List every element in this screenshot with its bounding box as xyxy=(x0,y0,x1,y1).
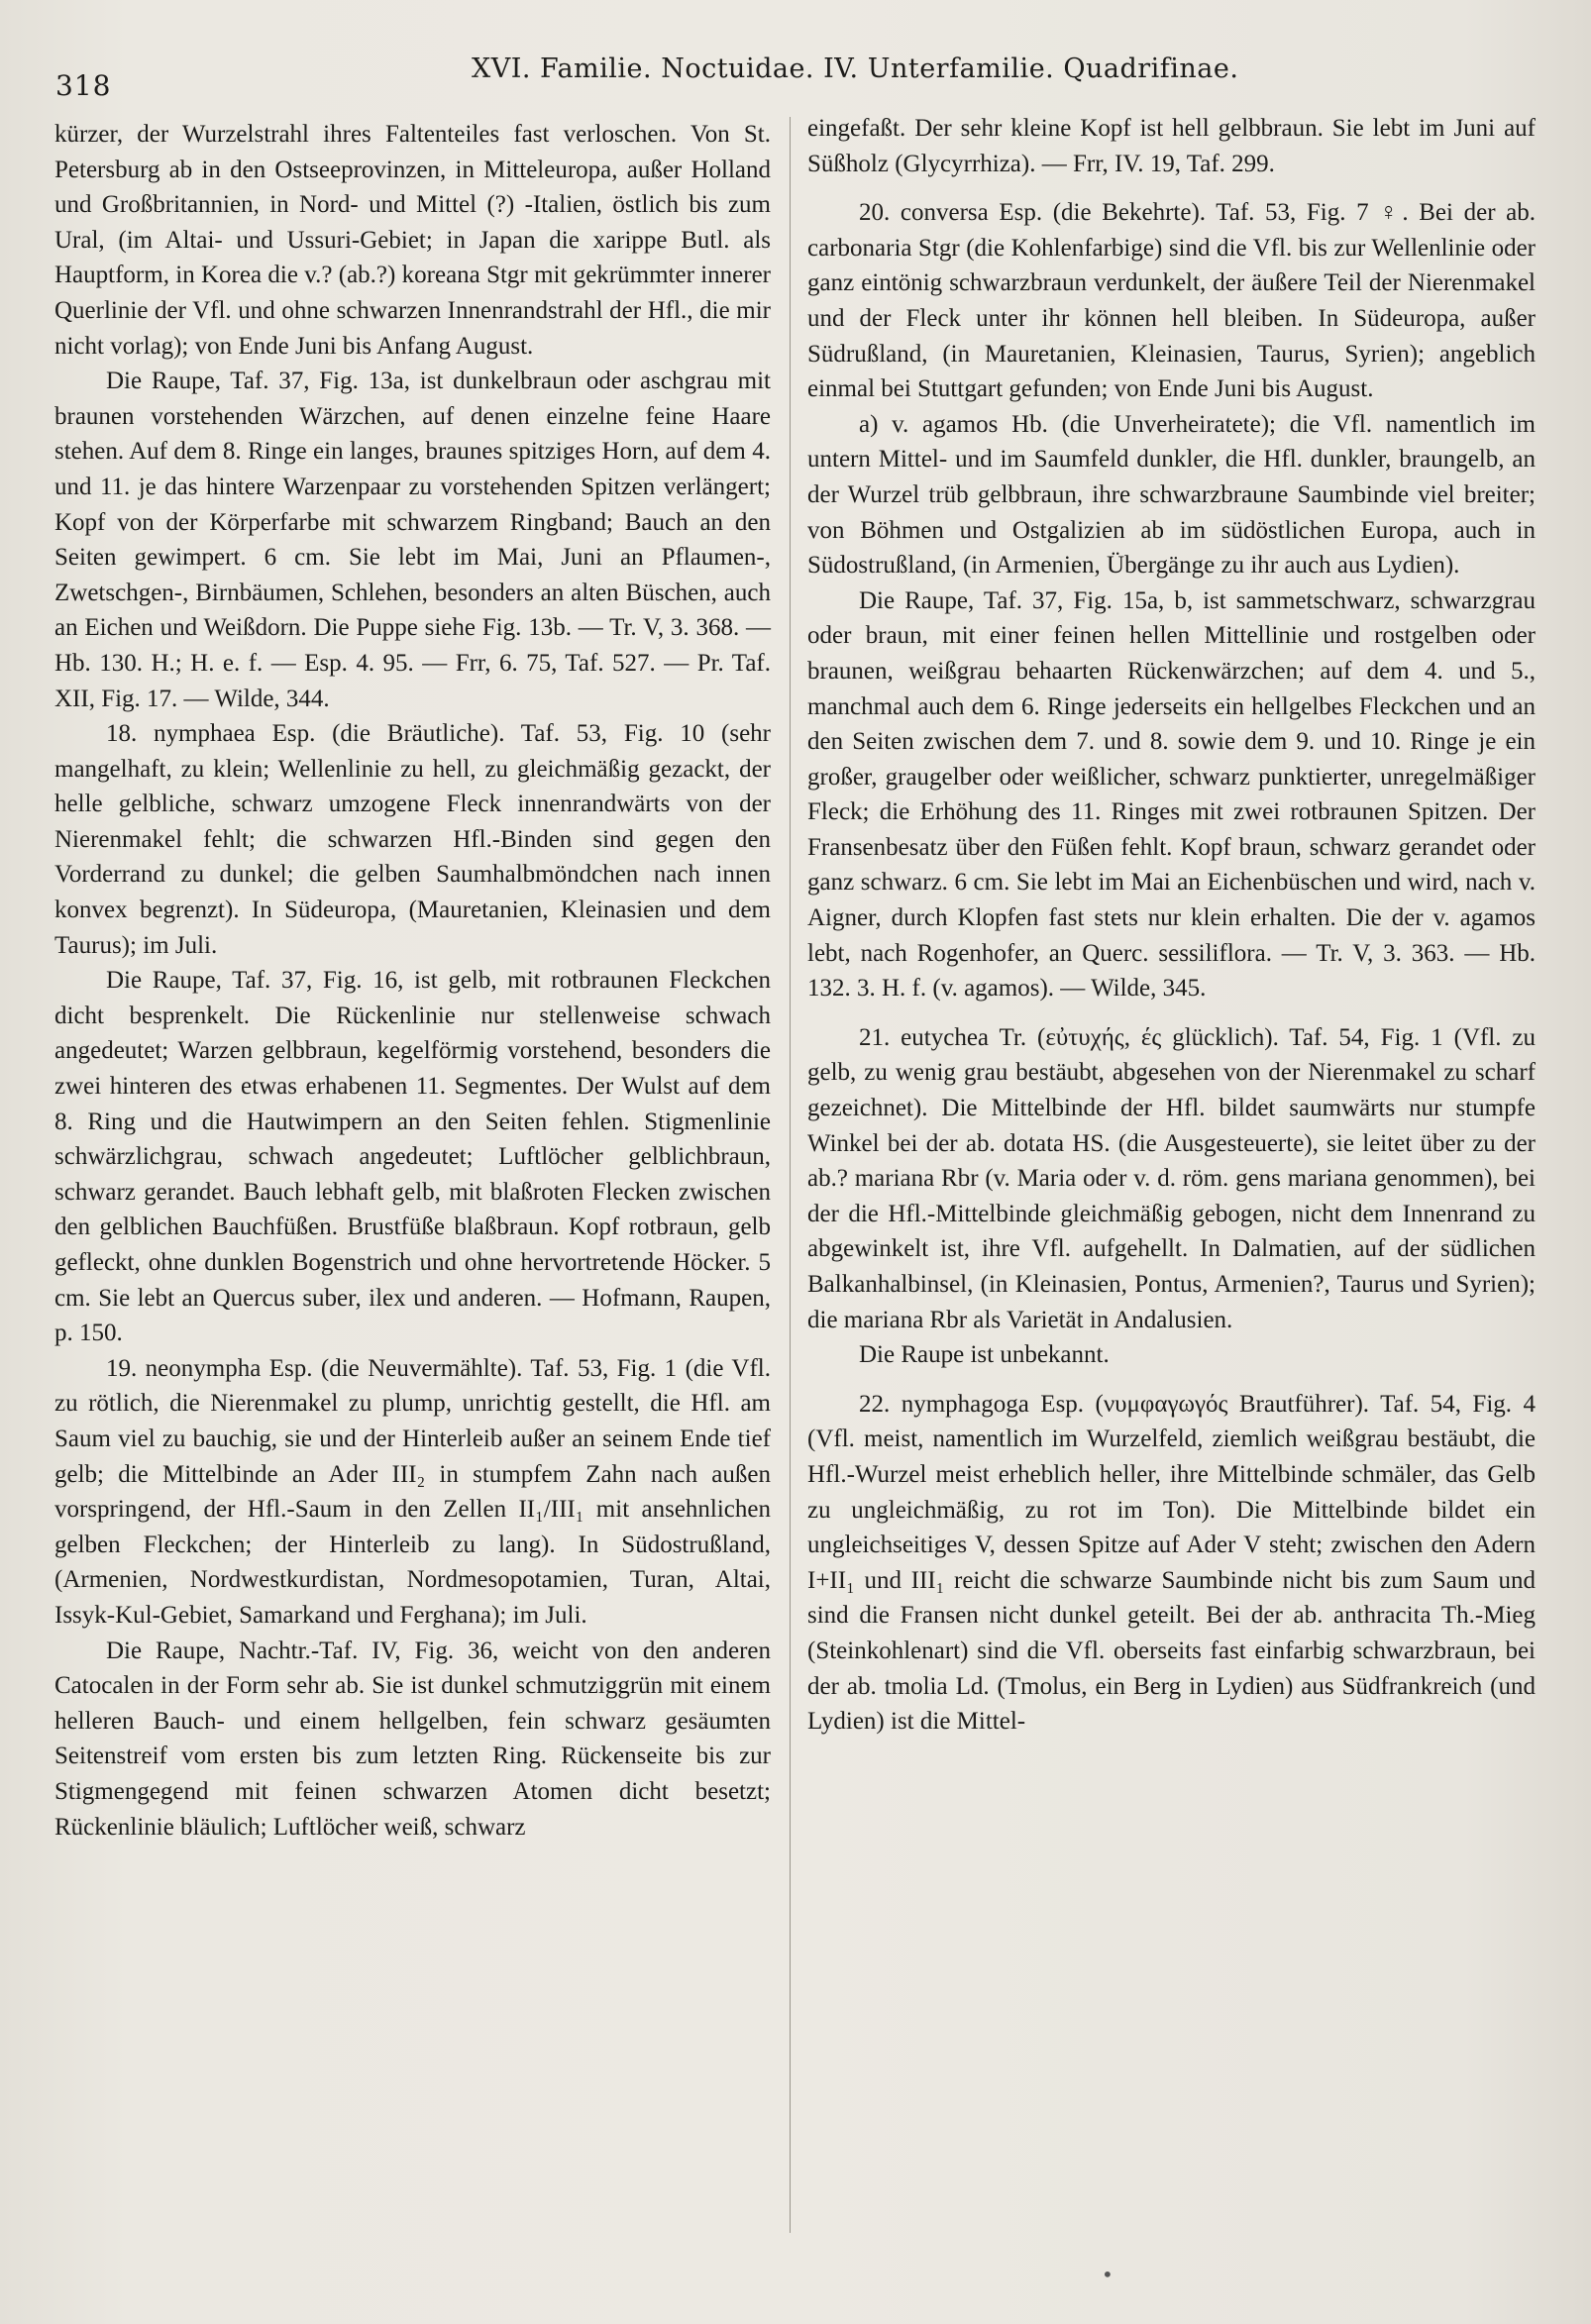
species-entry-19: 19. neonympha Esp. (die Neuvermählte). Taf. 53, Fig. 1 (die Vfl. zu rötlich, die Nierenmakel zu plump, unrichtig gestellt, die Hfl. am Saum viel zu bauchig, sie und der Hinterleib außer an seinem Ende tief gelb; die Mittelbinde an Ader III₂ in stumpfem Zahn nach außen vorspringend, der Hfl.-Saum in den Zellen II₁/III₁ mit ansehnlichen gelben Fleckchen; der Hinterleib zu lang). In Südostrußland, (Armenien, Nordwestkurdistan, Nordmesopotamien, Turan, Altai, Issyk-Kul-Gebiet, Samarkand und Ferghana); im Juli. xyxy=(54,1354,771,1629)
printer-mark: • xyxy=(1102,2263,1114,2286)
species-entry-21: 21. eutychea Tr. (εὐτυχής, ές glücklich). Taf. 54, Fig. 1 (Vfl. zu gelb, zu wenig grau bestäubt, abgesehen von der Nierenmakel zu scharf gezeichnet). Die Mittelbinde der Hfl. bildet saumwärts nur stumpfe Winkel bei der ab. dotata HS. (die Ausgesteuerte), sie leitet über zu der ab.? mariana Rbr (v. Maria oder v. d. röm. gens mariana genommen), bei der die Hfl.-Mittelbinde gleichmäßig gebogen, nicht dem Innenrand zu abgewinkelt ist, ihre Vfl. aufgehellt. In Dalmatien, auf der südlichen Balkanhalbinsel, (in Kleinasien, Pontus, Armenien?, Taurus und Syrien); die mariana Rbr als Varietät in Andalusien. xyxy=(807,1023,1536,1333)
left-column xyxy=(54,117,771,1845)
paragraph: Die Raupe ist unbekannt. xyxy=(859,1341,1110,1369)
variety-entry: a) v. agamos Hb. (die Unverheiratete); die Vfl. namentlich im untern Mittel- und im Saumfeld dunkler, die Hfl. dunkler, braungelb, an der Wurzel trüb gelbbraun, ihre schwarzbraune Saumbinde viel breiter; von Böhmen und Ostgalizien ab im südöstlichen Europa, auch in Südostrußland, (in Armenien, Übergänge zu ihr auch aus Lydien). xyxy=(807,410,1536,580)
page-number: 318 xyxy=(55,69,112,102)
paragraph: Die Raupe, Taf. 37, Fig. 15a, b, ist sammetschwarz, schwarzgrau oder braun, mit einer feinen hellen Mittellinie und rostgelben oder braunen, weißgrau behaarten Rückenwärzchen; auf dem 4. und 5., manchmal auch dem 6. Ringe jederseits ein hellgelbes Fleckchen und an den Seiten zwischen dem 7. und 8. sowie dem 9. und 10. Ringe je ein großer, graugelber oder weißlicher, schwarz punktierter, unregelmäßiger Fleck; die Erhöhung des 11. Ringes mit zwei rotbraunen Spitzen. Der Fransenbesatz über den Füßen fehlt. Kopf braun, schwarz gerandet oder ganz schwarz. 6 cm. Sie lebt im Mai an Eichenbüschen und wird, nach v. Aigner, durch Klopfen fast stets nur klein erhalten. Die der v. agamos lebt, nach Rogenhofer, an Querc. sessiliflora. — Tr. V, 3. 363. — Hb. 132. 3. H. f. (v. agamos). — Wilde, 345. xyxy=(807,586,1536,1003)
paragraph: Die Raupe, Taf. 37, Fig. 13a, ist dunkelbraun oder aschgrau mit braunen vorstehenden Wärzchen, auf denen einzelne feine Haare stehen. Auf dem 8. Ringe ein langes, braunes spitziges Horn, auf dem 4. und 11. je das hintere Warzenpaar zu vorstehenden Spitzen verlängert; Kopf von der Körperfarbe mit schwarzem Ringband; Bauch an den Seiten gewimpert. 6 cm. Sie lebt im Mai, Juni an Pflaumen-, Zwetschgen-, Birnbäumen, Schlehen, besonders an alten Büschen, auch an Eichen und Weißdorn. Die Puppe siehe Fig. 13b. — Tr. V, 3. 368. — Hb. 130. H.; H. e. f. — Esp. 4. 95. — Frr, 6. 75, Taf. 527. — Pr. Taf. XII, Fig. 17. — Wilde, 344. xyxy=(54,368,771,712)
species-entry-22: 22. nymphagoga Esp. (νυμφαγωγός Brautführer). Taf. 54, Fig. 4 (Vfl. meist, namentlich im Wurzelfeld, ziemlich weißgrau bestäubt, die Hfl.-Wurzel meist erheblich heller, ihre Mittelbinde schmäler, das Gelb zu ungleichmäßig, zu rot im Ton). Die Mittelbinde bildet ein ungleichseitiges V, dessen Spitze auf Ader V steht; zwischen den Adern I+II₁ und III₁ reicht die schwarze Saumbinde nicht bis zum Saum und sind die Fransen nicht dunkel geteilt. Bei der ab. anthracita Th.-Mieg (Steinkohlenart) sind die Vfl. oberseits fast einfarbig schwarzbraun, bei der ab. tmolia Ld. (Tmolus, ein Berg in Lydien) aus Südfrankreich (und Lydien) ist die Mittel- xyxy=(807,1390,1536,1736)
paragraph: kürzer, der Wurzelstrahl ihres Faltenteiles fast verloschen. Von St. Petersburg ab in den Ostseeprovinzen, in Mitteleuropa, außer Holland und Großbritannien, in Nord- und Mittel (?) -Italien, östlich bis zum Ural, (im Altai- und Ussuri-Gebiet; in Japan die xarippe Butl. als Hauptform, in Korea die v.? (ab.?) koreana Stgr mit gekrümmter innerer Querlinie der Vfl. und ohne schwarzen Innenrandstrahl der Hfl., die mir nicht vorlag); von Ende Juni bis Anfang August. xyxy=(54,121,771,360)
species-entry-20: 20. conversa Esp. (die Bekehrte). Taf. 53, Fig. 7 ♀. Bei der ab. carbonaria Stgr (die Kohlenfarbige) sind die Vfl. bis zur Wellenlinie oder ganz eintönig schwarzbraun verdunkelt, der äußere Teil der Nierenmakel und der Fleck unter ihr können hell bleiben. In Südeuropa, außer Südrußland, (in Mauretanien, Kleinasien, Taurus, Syrien); angeblich einmal bei Stuttgart gefunden; von Ende Juni bis August. xyxy=(807,199,1536,403)
column-divider xyxy=(790,117,791,2233)
species-entry-18: 18. nymphaea Esp. (die Bräutliche). Taf. 53, Fig. 10 (sehr mangelhaft, zu klein; Wellenlinie zu hell, zu gleichmäßig gezackt, der helle gelbliche, schwarz umzogene Fleck innenrandwärts von der Nierenmakel fehlt; die schwarzen Hfl.-Binden sind gegen den Vorderrand zu dunkel; die gelben Saumhalbmöndchen nach innen konvex begrenzt). In Südeuropa, (Mauretanien, Kleinasien und dem Taurus); im Juli. xyxy=(54,720,771,959)
paragraph: Die Raupe, Taf. 37, Fig. 16, ist gelb, mit rotbraunen Fleckchen dicht besprenkelt. Die Rückenlinie nur stellenweise schwach angedeutet; Warzen gelbbraun, kegelförmig vorstehend, besonders die zwei hinteren des etwas erhabenen 11. Segmentes. Der Wulst auf dem 8. Ring und die Hautwimpern an den Seiten fehlen. Stigmenlinie schwärzlichgrau, schwach angedeutet; Luftlöcher gelblichbraun, schwarz gerandet. Bauch lebhaft gelb, mit blaßroten Flecken zwischen den gelblichen Bauchfüßen. Brustfüße blaßbraun. Kopf rotbraun, gelb gefleckt, ohne dunklen Bogenstrich und ohne hervortretende Höcker. 5 cm. Sie lebt an Quercus suber, ilex und anderen. — Hofmann, Raupen, p. 150. xyxy=(54,967,771,1347)
paragraph: eingefaßt. Der sehr kleine Kopf ist hell gelbbraun. Sie lebt im Juni auf Süßholz (Glycyrrhiza). — Frr, IV. 19, Taf. 299. xyxy=(807,115,1536,177)
running-head: XVI. Familie. Noctuidae. IV. Unterfamilie. Quadrifinae. xyxy=(472,53,1239,84)
paragraph: Die Raupe, Nachtr.-Taf. IV, Fig. 36, weicht von den anderen Catocalen in der Form sehr ab. Sie ist dunkel schmutziggrün mit einem helleren Bauch- und einem hellgelben, fein schwarz gesäumten Seitenstreif vom ersten bis zum letzten Ring. Rückenseite bis zur Stigmengegend mit feinen schwarzen Atomen dicht besetzt; Rückenlinie bläulich; Luftlöcher weiß, schwarz xyxy=(54,1637,771,1841)
page-header xyxy=(55,52,1551,102)
right-column xyxy=(807,111,1536,1740)
